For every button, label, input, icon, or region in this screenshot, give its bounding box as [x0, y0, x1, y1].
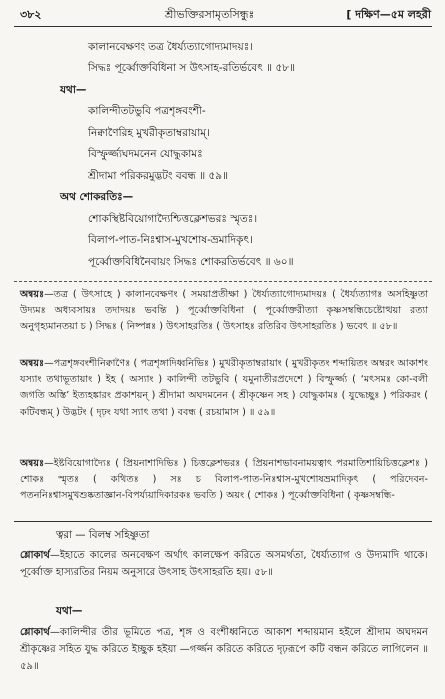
- verse-60-line-2: বিলাপ-পাত-নিঃশ্বাস-মুখশোষ-ভ্রমাদিকৃৎ।: [88, 234, 253, 246]
- verse-60-line-1: শোকস্থিষ্টবিয়োগাদ্যৈশ্চিত্তক্লেশভরঃ স্মৃতঃ।: [88, 213, 258, 225]
- verse-58-line-2: সিদ্ধঃ পূর্ব্বোক্তবিধিনা স উৎসাহ-রতির্ভবেৎ ॥ ৫৮॥: [88, 62, 296, 74]
- shlokartha-label-59: শ্লোকার্থ: [20, 627, 50, 638]
- verse-59-line-1: কালিন্দীতটভুবি পত্রশৃঙ্গবংশী-: [88, 105, 206, 117]
- shlokartha-text-58: —ইহাতে কালের অনবেক্ষণ অর্থাৎ কালক্ষেপ করিতে অসমর্থতা, ধৈর্য্যত্যাগ ও উদ্যমাদি থাকে। পূর্ব্বোক্ত হাস্যরতির নিয়ম অনুসারে উৎসাহ উৎসাহরতি হয়। ৫৮॥: [20, 550, 428, 578]
- shlokartha-text-59: —কালিন্দীর তীর ভূমিতে পত্র, শৃঙ্গ ও বংশীধ্বনিতে আকাশ শব্দায়মান হইলে শ্রীদাম অঘদমন শ্রীকৃষ্ণের সহিত যুদ্ধ করিতে ইচ্ছুক হইয়া —গর্জ্জন করিতে করিতে দৃঢ়রূপে কটি বন্ধন করিতে লাগিলেন ॥ ৫৯॥: [20, 627, 428, 672]
- gloss-line: ত্বরা — বিলম্ব সহিষ্ণুতা: [56, 529, 150, 541]
- verse-59-line-4: শ্রীদামা পরিকরমুদ্ভটং ববন্ধ ॥ ৫৯॥: [88, 170, 229, 182]
- anvaya-label-60: অন্বয়ঃ: [20, 458, 45, 469]
- anvaya-label-59: অন্বয়ঃ: [20, 358, 45, 369]
- verse-59-line-3: বিস্ফুর্জ্জ্যঘদমনেন যোদ্ধুকামঃ: [88, 148, 203, 160]
- verse-58-line-1: কালানবেক্ষণং তত্র ধৈর্য্যত্যাগোদ্যমাদয়ঃ।: [88, 41, 254, 53]
- header-rule: [14, 26, 432, 27]
- yatha-label-2: যথা—: [56, 605, 83, 617]
- commentary-60: [20, 456, 428, 505]
- translation-divider: [14, 521, 432, 522]
- verse-59-line-2: নিক্বাণৈরিহ মুখরীকৃতাম্বরায়াম্।: [88, 127, 210, 139]
- section-label: [ দক্ষিণ—৫ম লহরী: [346, 8, 431, 21]
- page-number: ৩৮২: [20, 8, 42, 21]
- yatha-label: যথা—: [60, 84, 87, 96]
- anvaya-text-58: —তত্র ( উৎসাহে ) কালানবেক্ষণং ( সময়াপ্রতীক্ষা ) ধৈর্য্যত্যাগোদ্যমাদয়ঃ ( ধৈর্য্যত্যাগঃ অসহিষ্ণুতা উদ্যমঃ অধ্যবসায়ঃ তদাদয়ঃ ভবন্তি ) পূর্ব্বোক্তবিধিনা ( পূর্ব্বোক্তরীত্যা কৃষ্ণসম্বন্ধিচেষ্টোত্থয়া রত্যা অনুগৃহ্যমানতয়া চ ) সিদ্ধঃ ( নিষ্পন্নঃ ) উৎসাহরতিঃ ( উৎসাহঃ রতিরিব উৎসাহরতিঃ ) ভবেৎ ॥ ৫৮॥: [20, 289, 428, 333]
- anvaya-label-58: অন্বয়ঃ: [20, 289, 45, 300]
- book-title: শ্রীভক্তিরসামৃতসিন্ধুঃ: [165, 8, 255, 21]
- commentary-59: [20, 356, 428, 421]
- running-header: [0, 0, 445, 26]
- commentary-58: [20, 287, 428, 336]
- translation-59: [20, 624, 428, 675]
- shokarati-heading: অথ শোকরতিঃ—: [60, 191, 134, 203]
- shlokartha-label-58: শ্লোকার্থ: [20, 550, 50, 561]
- translation-58: [20, 547, 428, 581]
- anvaya-text-60: —ইষ্টবিয়োগাদ্যৈঃ ( প্রিয়নাশাদিভিঃ ) চিত্তক্লেশভরঃ ( প্রিয়নাশভাবনাময়ত্বাৎ পরমাতিশায়িচিত্তক্লেশঃ ) শোকঃ স্মৃতঃ ( কথিতঃ ) সঃ চ বিলাপ-পাত-নিঃশ্বাস-মুখশোষভ্রমাদিকৃৎ ( পরিদেবন-পতননিঃশ্বাসমুখশুষ্কতাজ্ঞান-বিপর্য্যয়াদিকারকঃ ভবতি ) অয়ং ( শোকঃ ) পূর্ব্বোক্তবিধিনা ( কৃষ্ণসম্বন্ধি-: [20, 458, 428, 502]
- commentary-divider: [14, 281, 432, 282]
- verse-60-line-3: পূর্ব্বোক্তবিধিনৈবায়ং সিদ্ধঃ শোকরতির্ভবেৎ ॥ ৬০॥: [88, 256, 294, 268]
- anvaya-text-59: —পত্রশৃঙ্গবংশীনিক্বাণৈঃ ( পত্রশৃঙ্গাদিধ্বনিভিঃ ) মুখরীকৃতাম্বরায়াং ( মুখরীকৃতং শব্দায়িতং অম্বরং আকাশং যস্যাং তথাভূতায়াং ) ইহ ( অস্যাং ) কালিন্দী তটভুবি ( যমুনাতীরপ্রদেশে ) বিস্ফুর্জ্জ্য ( ‘মৎসমঃ কো-বলী জগতি অস্তি’ ইত্যহঙ্কারং প্রকাশয়ন্ ) শ্রীদামা অঘদমনেন ( শ্রীকৃষ্ণেন সহ ) যোদ্ধুকামঃ ( যুদ্ধেচ্ছুঃ ) পরিকরং ( কটিবন্ধম্ ) উদ্ভটং ( দৃঢ়ং যথা স্যাৎ তথা ) ববন্ধ ( রচয়ামাস ) ॥ ৫৯॥: [20, 358, 428, 418]
